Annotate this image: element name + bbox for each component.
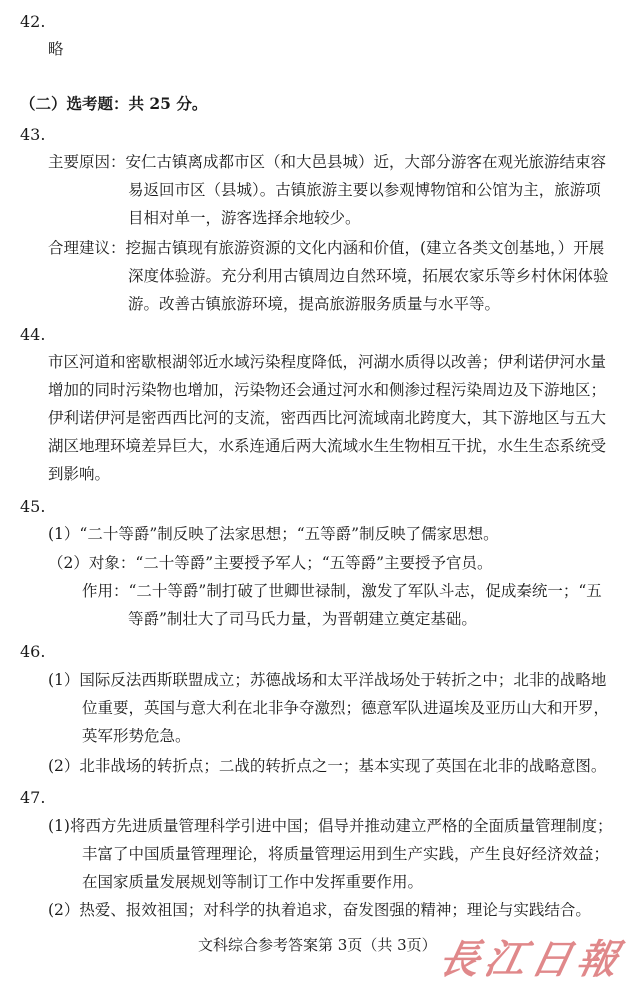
q43-line: 目相对单一，游客选择余地较少。	[128, 209, 361, 227]
question-42-number: 42.	[20, 12, 46, 31]
q43-line: 主要原因：安仁古镇离成都市区（和大邑县城）近，大部分游客在观光旅游结束容	[48, 153, 607, 171]
section-heading: （二）选考题：共 25 分。	[20, 94, 208, 113]
q44-line: 市区河道和密歇根湖邻近水域污染程度降低，河湖水质得以改善；伊利诺伊河水量	[48, 353, 607, 371]
q44-line: 到影响。	[48, 465, 111, 483]
q43-line: 深度体验游。充分利用古镇周边自然环境，拓展农家乐等乡村休闲体验	[128, 267, 609, 285]
q47-line: 在国家质量发展规划等制订工作中发挥重要作用。	[82, 873, 424, 891]
q45-line: 等爵”制壮大了司马氏力量，为晋朝建立奠定基础。	[128, 610, 477, 628]
q45-line: （2）对象：“二十等爵”主要授予军人；“五等爵”主要授予官员。	[48, 554, 493, 572]
question-44-number: 44.	[20, 325, 46, 344]
q46-line: (2）北非战场的转折点；二战的转折点之一；基本实现了英国在北非的战略意图。	[48, 757, 607, 775]
q47-line: (1)将西方先进质量管理科学引进中国；倡导并推动建立严格的全面质量管理制度；	[48, 817, 613, 835]
watermark-logo: 長江日報	[434, 936, 629, 983]
question-46-number: 46.	[20, 642, 46, 661]
q44-line: 增加的同时污染物也增加，污染物还会通过河水和侧渗过程污染周边及下游地区；	[48, 381, 607, 399]
q44-line: 湖区地理环境差异巨大，水系连通后两大流域水生生物相互干扰，水生生态系统受	[48, 437, 607, 455]
q43-line: 合理建议：挖掘古镇现有旅游资源的文化内涵和价值，(建立各类文创基地，）开展	[48, 239, 605, 257]
q43-line: 游。改善古镇旅游环境，提高旅游服务质量与水平等。	[128, 295, 501, 313]
question-45-number: 45.	[20, 497, 46, 516]
q46-line: 位重要，英国与意大利在北非争夺激烈；德意军队进逼埃及亚历山大和开罗，	[82, 699, 610, 717]
q46-line: 英军形势危急。	[82, 727, 191, 745]
q47-line: 丰富了中国质量管理理论，将质量管理运用到生产实践，产生良好经济效益；	[82, 845, 610, 863]
q45-line: 作用：“二十等爵”制打破了世卿世禄制，激发了军队斗志，促成秦统一；“五	[82, 582, 602, 600]
q47-line: (2）热爱、报效祖国；对科学的执着追求，奋发图强的精神；理论与实践结合。	[48, 901, 591, 919]
q44-line: 伊利诺伊河是密西西比河的支流，密西西比河流域南北跨度大，其下游地区与五大	[48, 409, 607, 427]
page-footer: 文科综合参考答案第 3页（共 3页）	[198, 936, 437, 954]
question-42-answer: 略	[48, 40, 64, 58]
q45-line: (1）“二十等爵”制反映了法家思想；“五等爵”制反映了儒家思想。	[48, 525, 499, 543]
q46-line: (1）国际反法西斯联盟成立；苏德战场和太平洋战场处于转折之中；北非的战略地	[48, 671, 607, 689]
q43-line: 易返回市区（县城）。古镇旅游主要以参观博物馆和公馆为主，旅游项	[128, 181, 601, 199]
question-43-number: 43.	[20, 125, 46, 144]
question-47-number: 47.	[20, 788, 46, 807]
